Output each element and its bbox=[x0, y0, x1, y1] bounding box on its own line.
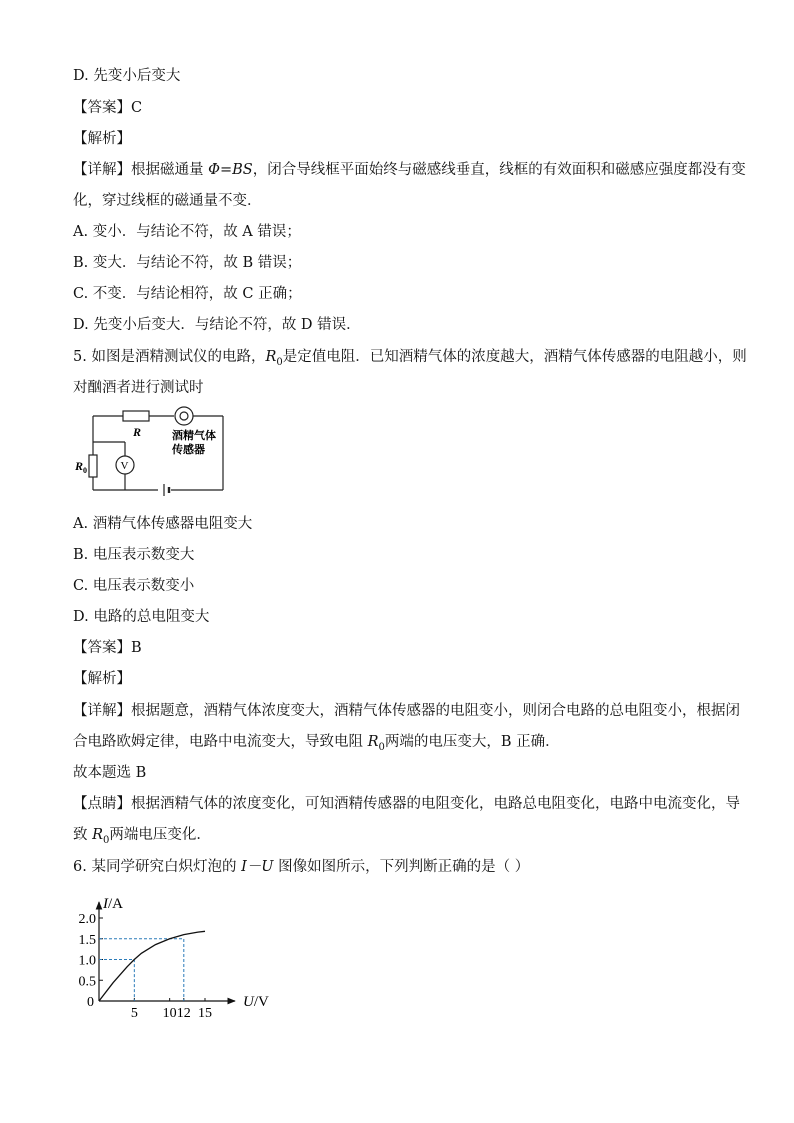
iu-graph bbox=[70, 888, 290, 1023]
x-tick-label: 15 bbox=[198, 1006, 212, 1021]
q4-option-d: D. 先变小后变大 bbox=[73, 68, 181, 84]
q4-answer: 【答案】C bbox=[73, 100, 143, 116]
q5-conclusion: 故本题选 B bbox=[73, 765, 147, 781]
alcohol-tester-circuit-diagram bbox=[70, 405, 235, 497]
q5-detail-line-1: 【详解】根据题意，酒精气体浓度变大，酒精气体传感器的电阻变小，则闭合电路的总电阻变小，根据闭 bbox=[73, 703, 740, 719]
q4-explain-c: C. 不变．与结论相符，故 C 正确； bbox=[73, 286, 302, 302]
q5-option-a: A. 酒精气体传感器电阻变大 bbox=[73, 516, 253, 532]
x-tick-label: 12 bbox=[176, 1006, 191, 1021]
sensor-label-line-1: 酒精气体 bbox=[172, 430, 216, 442]
q5-detail-line-2: 合电路欧姆定律，电路中电流变大，导致电阻 $R_0$两端的电压变大，B 正确． bbox=[73, 734, 560, 753]
q4-explain-a: A. 变小．与结论不符，故 A 错误； bbox=[73, 224, 301, 240]
resistor-r-label: R bbox=[133, 425, 142, 439]
q4-explain-b: B. 变大．与结论不符，故 B 错误； bbox=[73, 255, 302, 271]
y-axis-label: I/A bbox=[103, 896, 123, 912]
y-tick-label: 0.5 bbox=[78, 974, 96, 990]
y-tick-label: 2.0 bbox=[78, 912, 96, 927]
x-axis-label: U/V bbox=[243, 994, 269, 1010]
q5-analysis-heading: 【解析】 bbox=[73, 671, 131, 687]
q4-analysis-heading: 【解析】 bbox=[73, 131, 131, 147]
q4-explain-d: D. 先变小后变大．与结论不符，故 D 错误． bbox=[73, 317, 361, 333]
q5-comment-line-2: 致 $R_0$两端电压变化． bbox=[73, 827, 211, 846]
q5-option-d: D. 电路的总电阻变大 bbox=[73, 609, 210, 625]
voltmeter-v-label: V bbox=[120, 460, 129, 472]
x-tick-label: 5 bbox=[130, 1006, 138, 1021]
sensor-label-line-2: 传感器 bbox=[172, 444, 205, 456]
origin-label: 0 bbox=[87, 995, 94, 1010]
q5-answer: 【答案】B bbox=[73, 640, 142, 656]
q5-stem-line-1: 5. 如图是酒精测试仪的电路，$R_0$是定值电阻．已知酒精气体的浓度越大，酒精气体传感器的电阻越小，则 bbox=[73, 349, 747, 368]
q4-detail-line-1: 【详解】根据磁通量 Φ=BS，闭合导线框平面始终与磁感线垂直，线框的有效面积和磁感应强度都没有变 bbox=[73, 162, 746, 178]
q6-stem: 6. 某同学研究白炽灯泡的 I－U 图像如图所示，下列判断正确的是（ ） bbox=[73, 859, 530, 875]
q4-detail-line-2: 化，穿过线框的磁通量不变． bbox=[73, 193, 262, 209]
q5-stem-line-2: 对酗酒者进行测试时 bbox=[73, 380, 204, 396]
x-tick-label: 10 bbox=[162, 1006, 177, 1021]
y-tick-label: 1.5 bbox=[78, 932, 96, 948]
q5-option-c: C. 电压表示数变小 bbox=[73, 578, 195, 594]
iu-curve bbox=[99, 931, 205, 1001]
q5-option-b: B. 电压表示数变大 bbox=[73, 547, 195, 563]
guide-dashed-line bbox=[99, 939, 184, 1001]
y-tick-label: 1.0 bbox=[78, 953, 96, 969]
q5-comment-line-1: 【点睛】根据酒精气体的浓度变化，可知酒精传感器的电阻变化，电路总电阻变化，电路中电流变化，导 bbox=[73, 796, 740, 812]
resistor-r0-label: $R_0$ bbox=[75, 459, 88, 475]
